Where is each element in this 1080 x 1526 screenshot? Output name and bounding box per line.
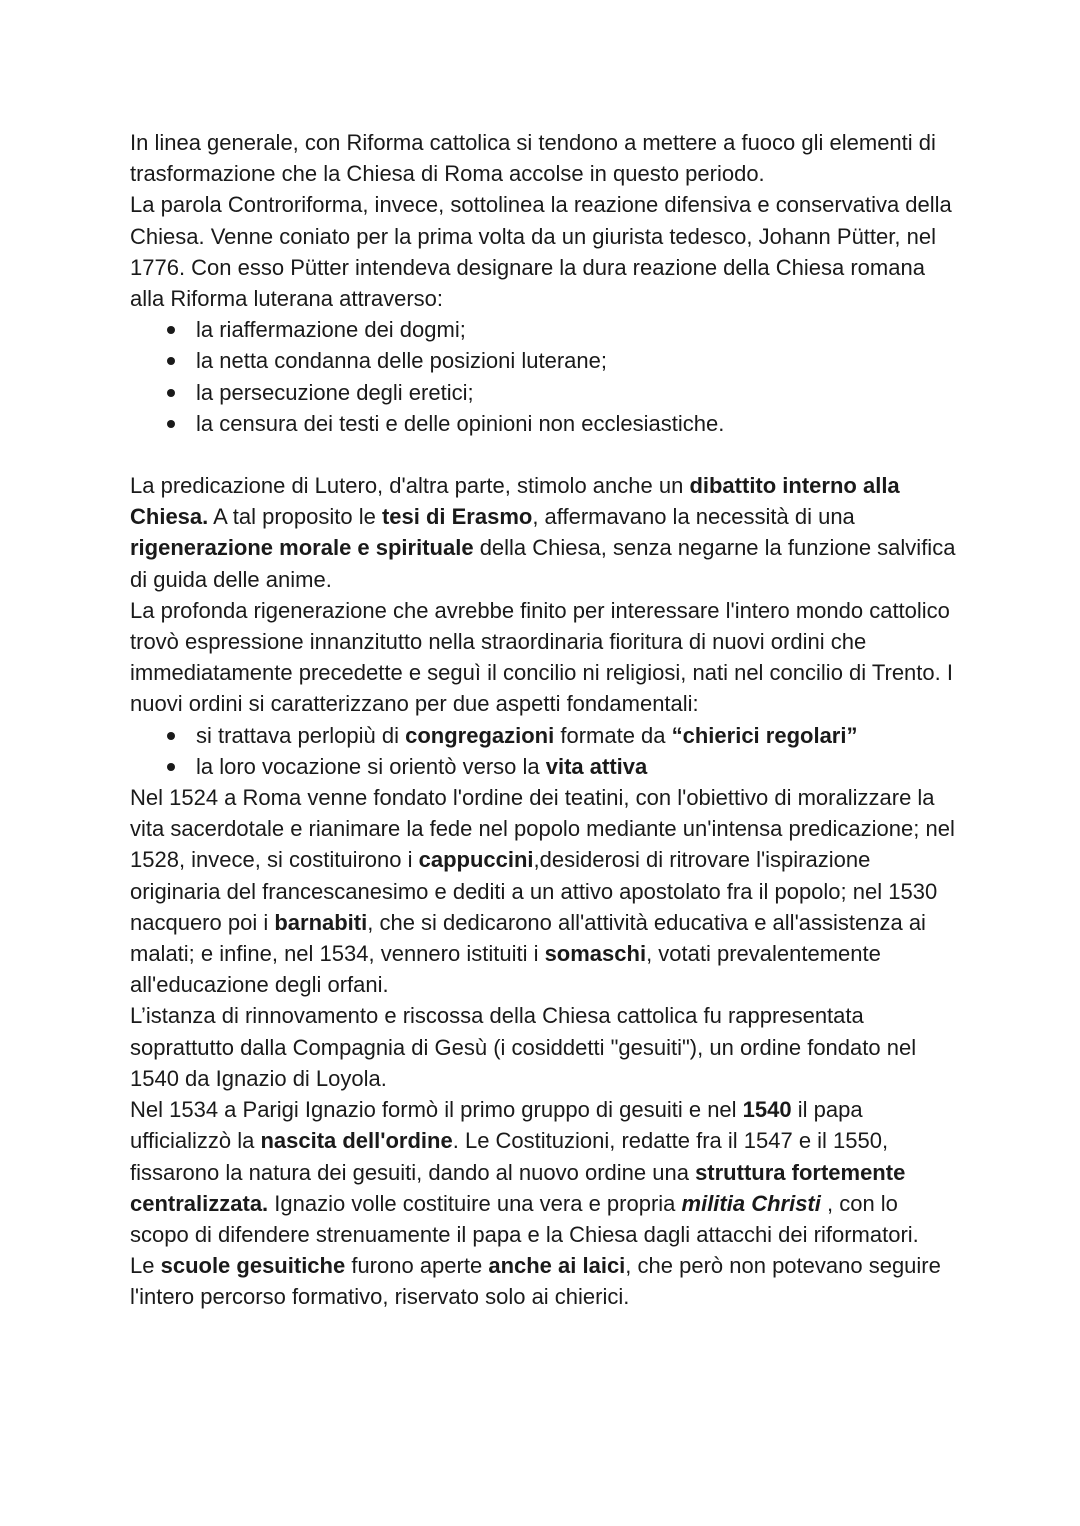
intro-sentence-1: In linea generale, con Riforma cattolica si tendono a mettere a fuoco gli elementi di trasformazione che la Chiesa di Roma accolse in questo periodo. <box>130 130 936 187</box>
text-run: formate da <box>554 722 672 748</box>
text-run: . Le Costituzioni, redatte fra il 1547 e il 1550, fissarono la natura dei gesuiti, dando al nuovo ordine una <box>130 1128 889 1185</box>
bold-run: anche ai laici <box>488 1253 626 1279</box>
bold-run: tesi di Erasmo <box>381 504 533 530</box>
intro-sentence-2: La parola Controriforma, invece, sottolinea la reazione difensiva e conservativa della Chiesa. Venne coniato per la prima volta da un giurista tedesco, Johann Pütter, nel 1776. Con esso Pütter intendeva designare la dura reazione della Chiesa romana alla Riforma luterana attraverso: <box>130 192 952 312</box>
list-item: la censura dei testi e delle opinioni non ecclesiastiche. <box>196 408 960 439</box>
teatini-paragraph <box>130 782 960 1000</box>
text-run: , che si dedicarono all'attività educativa e all'assistenza ai malati; e infine, nel 1534, vennero istituiti i <box>130 909 926 967</box>
text-run: , con lo scopo di difendere strenuamente il papa e la Chiesa dagli attacchi dei riformatori. <box>130 1190 919 1247</box>
bold-run: congregazioni <box>405 722 555 748</box>
text-run: Le <box>130 1253 161 1279</box>
controriforma-list <box>130 314 960 439</box>
bold-run: somaschi <box>544 941 647 967</box>
bold-run: struttura fortemente centralizzata. <box>130 1159 906 1216</box>
document-page <box>130 127 960 1313</box>
bold-run: 1540 <box>742 1097 792 1123</box>
text-run: , che però non potevano seguire l'intero percorso formativo, riservato solo ai chierici. <box>130 1253 941 1310</box>
list-item: la netta condanna delle posizioni luterane; <box>196 345 960 376</box>
text-run: della Chiesa, senza negarne la funzione salvifica di guida delle anime. <box>130 535 956 592</box>
text-run: A tal proposito le <box>208 504 382 530</box>
text-run: Nel 1524 a Roma venne fondato l'ordine dei teatini, con l'obiettivo di moralizzare la vita sacerdotale e rianimare la fede nel popolo mediante un'intensa predicazione; nel 1528, invece, si costituirono i <box>130 785 955 873</box>
ignazio-paragraph <box>130 1094 960 1250</box>
bold-run: rigenerazione morale e spirituale <box>130 535 474 561</box>
paragraph-gap <box>130 439 960 470</box>
bold-run: scuole gesuitiche <box>160 1253 346 1279</box>
ordini-paragraph: La profonda rigenerazione che avrebbe finito per interessare l'intero mondo cattolico trovò espressione innanzitutto nella straordinaria fioritura di nuovi ordini che immediatamente precedette e seguì il concilio ni religiosi, nati nel concilio di Trento. I nuovi ordini si caratterizzano per due aspetti fondamentali: <box>130 597 953 717</box>
ordini-list <box>130 720 960 782</box>
scuole-paragraph <box>130 1250 960 1312</box>
bold-run: vita attiva <box>545 753 648 779</box>
text-run: il papa ufficializzò la <box>130 1097 863 1154</box>
bold-run: dibattito interno alla Chiesa. <box>130 473 900 530</box>
text-run: ,desiderosi di ritrovare l'ispirazione originaria del francescanesimo e dediti a un attivo apostolato fra il popolo; nel 1530 nacquero poi i <box>130 847 938 935</box>
list-item <box>196 720 960 751</box>
list-item: la persecuzione degli eretici; <box>196 377 960 408</box>
bold-italic-run: militia Christi <box>681 1190 821 1216</box>
text-run: Ignazio volle costituire una vera e propria <box>268 1190 682 1216</box>
list-item: la riaffermazione dei dogmi; <box>196 314 960 345</box>
intro-paragraph <box>130 127 960 314</box>
bold-run: cappuccini <box>418 847 534 873</box>
text-run: , votati prevalentemente all'educazione degli orfani. <box>130 941 881 998</box>
erasmo-paragraph <box>130 470 960 595</box>
text-run: la loro vocazione si orientò verso la <box>196 753 546 779</box>
text-run: si trattava perlopiù di <box>196 722 406 748</box>
list-item <box>196 751 960 782</box>
text-run: Nel 1534 a Parigi Ignazio formò il primo gruppo di gesuiti e nel <box>130 1097 743 1123</box>
text-run: , affermavano la necessità di una <box>532 504 855 530</box>
text-run: La predicazione di Lutero, d'altra parte, stimolo anche un <box>130 473 690 499</box>
gesuiti-paragraph: L’istanza di rinnovamento e riscossa della Chiesa cattolica fu rappresentata soprattutto dalla Compagnia di Gesù (i cosiddetti "gesuiti"), un ordine fondato nel 1540 da Ignazio di Loyola. <box>130 1003 917 1091</box>
bold-run: barnabiti <box>274 909 368 935</box>
text-run: furono aperte <box>345 1253 489 1279</box>
bold-run: “chierici regolari” <box>671 722 858 748</box>
bold-run: nascita dell'ordine <box>260 1128 453 1154</box>
